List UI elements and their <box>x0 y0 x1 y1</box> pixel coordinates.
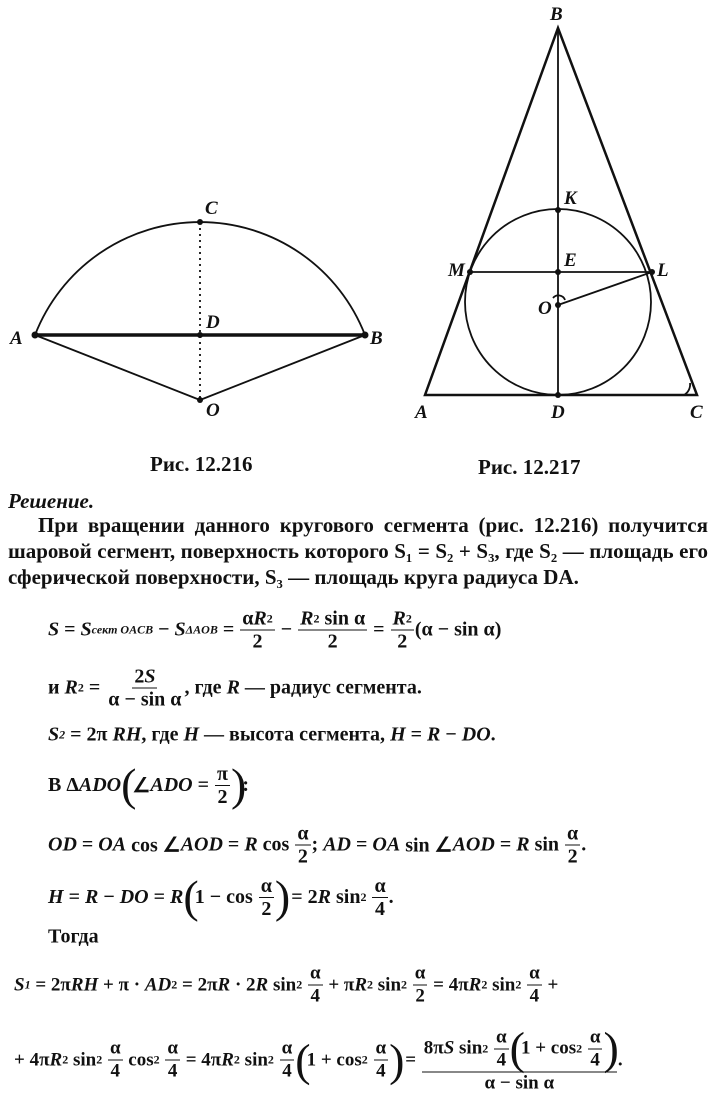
math-text: − <box>440 723 462 746</box>
math-text: + π <box>323 974 355 995</box>
math-text: = <box>192 773 215 796</box>
math-text: α <box>567 822 579 845</box>
math-variable: R <box>300 607 314 630</box>
math-text: α <box>589 1026 601 1047</box>
math-text: cos <box>257 833 295 856</box>
formula-line <box>48 823 586 868</box>
math-superscript: 2 <box>313 611 320 626</box>
math-text: = <box>76 833 99 856</box>
math-text: (α − sin α) <box>414 618 502 641</box>
right-paren: ) <box>231 759 243 810</box>
math-fraction <box>391 608 414 653</box>
math-text: Тогда <box>48 925 99 948</box>
math-superscript: 2 <box>367 977 374 992</box>
math-variable: AD <box>144 974 172 995</box>
math-variable: S <box>14 974 25 995</box>
math-variable: R <box>255 974 269 995</box>
math-variable: S <box>443 1037 455 1059</box>
math-text: 1 + cos <box>306 1049 362 1070</box>
fraction-numerator <box>494 1026 509 1049</box>
caption-fig-12-217: Рис. 12.217 <box>478 455 581 479</box>
fraction-denominator <box>566 846 580 868</box>
math-text: α − sin α <box>484 1072 555 1094</box>
math-superscript: 2 <box>360 889 367 904</box>
math-text: = <box>217 618 240 641</box>
math-fraction <box>165 1038 180 1083</box>
math-fraction <box>565 823 580 868</box>
fraction-numerator <box>413 963 428 986</box>
fraction-denominator <box>309 986 323 1008</box>
math-fraction <box>295 823 310 868</box>
math-fraction <box>240 608 275 653</box>
label-B2: B <box>550 4 563 25</box>
fraction-denominator <box>106 689 183 711</box>
math-variable: R <box>64 676 78 699</box>
math-text: — высота сегмента, <box>199 723 391 746</box>
math-text: = 2 <box>286 885 318 908</box>
label-L: L <box>657 260 669 281</box>
math-variable: DO <box>119 885 149 908</box>
fraction-numerator <box>132 666 157 689</box>
math-text: + π · <box>98 974 145 995</box>
label-K: K <box>564 188 577 209</box>
math-text: α <box>109 1037 121 1059</box>
math-text: π <box>217 762 228 785</box>
math-text: 2 <box>567 845 578 868</box>
math-variable: DO <box>461 723 491 746</box>
figures <box>0 0 716 480</box>
fraction-denominator <box>495 1049 509 1071</box>
math-variable: OA <box>372 833 401 856</box>
math-text: , где <box>184 676 227 699</box>
math-fraction <box>372 875 387 920</box>
math-text: = <box>405 723 428 746</box>
math-variable: R <box>427 723 441 746</box>
left-paren: ( <box>121 759 133 810</box>
math-text: sin <box>68 1049 97 1070</box>
fraction-numerator <box>565 823 580 846</box>
math-variable: S <box>174 618 186 641</box>
fraction-denominator <box>280 1061 294 1083</box>
math-fraction <box>413 963 428 1008</box>
math-text: α − sin α <box>108 688 182 711</box>
label-D2: D <box>551 402 565 423</box>
math-text: sin ∠ <box>400 834 453 857</box>
fraction-numerator <box>108 1038 123 1061</box>
math-variable: R <box>170 885 184 908</box>
math-fraction <box>527 963 542 1008</box>
fraction-numerator <box>298 608 367 631</box>
math-text: + <box>542 974 559 995</box>
math-text: 4 <box>376 1060 386 1082</box>
math-text: α <box>297 822 309 845</box>
math-variable: R <box>392 607 406 630</box>
fraction-denominator <box>326 631 340 653</box>
math-fraction <box>588 1026 603 1071</box>
math-text: 2 <box>297 845 308 868</box>
math-text: 2 <box>217 785 228 808</box>
formula-line <box>48 724 496 747</box>
math-text: · 2 <box>230 974 256 995</box>
math-text: 4 <box>167 1060 178 1082</box>
math-text: = 4π <box>180 1049 222 1070</box>
angle-mark-C <box>684 383 690 395</box>
math-variable: RH <box>112 723 142 746</box>
fraction-denominator <box>296 846 310 868</box>
math-subscript: ΔAOB <box>185 622 218 637</box>
math-text: = 2π <box>65 723 113 746</box>
fraction-numerator <box>374 1038 389 1061</box>
fraction-numerator <box>280 1038 295 1061</box>
math-fraction <box>422 1022 617 1095</box>
formula-line <box>48 608 501 653</box>
math-text: = <box>400 1049 421 1070</box>
fraction-denominator <box>528 986 542 1008</box>
math-text: sin <box>331 885 361 908</box>
math-variable: R <box>221 1049 234 1070</box>
label-C: C <box>205 198 218 219</box>
math-variable: AOD <box>452 833 495 856</box>
math-text: В Δ <box>48 773 79 796</box>
math-variable: H <box>390 723 406 746</box>
label-O2: O <box>538 298 552 319</box>
math-text: sin <box>529 833 565 856</box>
solution-paragraph: При вращении данного кругового сегмента (рис. 12.216) получится шаровой сегмент, поверхность которого S₁ = S₂ + S₃, где S₂ — площадь его сферической поверхности, S₃ — площадь круга радиуса DA. <box>8 513 708 589</box>
math-text: 4 <box>375 897 386 920</box>
math-fraction <box>259 875 274 920</box>
math-superscript: 2 <box>482 1041 489 1056</box>
math-fraction <box>215 763 230 808</box>
math-text: α <box>281 1037 293 1059</box>
math-superscript: 2 <box>401 977 408 992</box>
left-paren: ( <box>183 871 195 922</box>
formula-line <box>14 1022 623 1095</box>
fraction-numerator <box>391 608 414 631</box>
math-text: − <box>98 885 120 908</box>
math-text: 4 <box>110 1060 120 1082</box>
formula-line <box>14 963 558 1008</box>
math-text: 2 <box>415 985 425 1007</box>
triangle-ABC <box>425 28 697 395</box>
math-text: cos <box>123 1049 154 1070</box>
math-text: 1 − cos <box>194 885 258 908</box>
math-superscript: 2 <box>267 1052 274 1067</box>
math-text: = 2π <box>177 974 218 995</box>
label-A2: A <box>415 402 428 423</box>
fraction-denominator <box>166 1061 180 1083</box>
math-text: = 4π <box>428 974 469 995</box>
math-variable: OA <box>98 833 127 856</box>
math-text: α <box>309 962 321 984</box>
math-variable: ADO <box>78 773 122 796</box>
fraction-denominator <box>373 898 387 920</box>
math-text: . <box>388 885 394 908</box>
math-fraction <box>374 1038 389 1083</box>
math-text: , где <box>141 723 184 746</box>
math-superscript: 2 <box>96 1052 103 1067</box>
math-superscript: 2 <box>171 977 178 992</box>
label-M: M <box>448 260 465 281</box>
math-text: = <box>59 618 81 641</box>
fraction-numerator <box>295 823 310 846</box>
fraction-denominator <box>250 631 264 653</box>
math-variable: H <box>48 885 64 908</box>
math-text: α <box>167 1037 178 1059</box>
math-variable: R <box>253 607 267 630</box>
left-paren: ( <box>295 1034 307 1085</box>
math-text: sin <box>487 974 516 995</box>
label-E: E <box>564 250 577 271</box>
math-text: 2 <box>134 665 145 688</box>
angle-mark-O <box>553 295 565 300</box>
math-fraction <box>106 666 183 711</box>
fraction-numerator <box>372 875 387 898</box>
math-text: cos ∠ <box>126 834 181 857</box>
math-variable: RH <box>70 974 99 995</box>
fraction-denominator <box>588 1049 602 1071</box>
fraction-numerator <box>259 875 274 898</box>
fraction-denominator <box>216 786 230 808</box>
math-text: 8π <box>423 1037 444 1059</box>
math-text: = <box>222 833 245 856</box>
math-variable: S <box>144 665 156 688</box>
math-text: 4 <box>282 1060 292 1082</box>
math-variable: R <box>317 885 331 908</box>
math-text: : <box>242 773 249 796</box>
math-text: 4 <box>529 985 540 1007</box>
formula-line <box>48 666 422 711</box>
math-fraction <box>308 963 323 1008</box>
math-text: + 4π <box>14 1049 50 1070</box>
math-text <box>582 1038 587 1060</box>
label-A: A <box>10 328 23 349</box>
math-subscript: 2 <box>59 727 66 742</box>
fraction-numerator <box>308 963 323 986</box>
left-paren: ( <box>509 1022 521 1074</box>
fraction-numerator <box>588 1026 603 1049</box>
right-paren: ) <box>389 1034 401 1085</box>
math-text: α <box>529 962 540 984</box>
math-superscript: 2 <box>515 977 522 992</box>
math-text <box>366 886 371 909</box>
fraction-denominator <box>374 1061 388 1083</box>
fraction-numerator <box>240 608 275 631</box>
fraction-denominator <box>483 1073 557 1095</box>
math-variable: AOD <box>180 833 223 856</box>
label-D: D <box>206 312 220 333</box>
math-superscript: 2 <box>481 977 488 992</box>
math-text <box>160 1049 165 1071</box>
math-superscript: 2 <box>576 1041 583 1056</box>
math-variable: S <box>48 618 60 641</box>
math-text <box>302 974 307 996</box>
math-subscript: сект OACB <box>91 622 154 637</box>
math-parentheses <box>183 871 287 922</box>
math-text: α <box>414 962 426 984</box>
math-text: 2 <box>252 630 263 653</box>
math-text: − <box>275 618 298 641</box>
math-variable: S <box>80 618 92 641</box>
math-text: 1 + cos <box>520 1037 577 1059</box>
math-variable: S <box>48 723 60 746</box>
math-superscript: 2 <box>62 1052 69 1067</box>
label-C2: C <box>690 402 703 423</box>
caption-fig-12-216: Рис. 12.216 <box>150 452 253 476</box>
math-text <box>521 974 526 996</box>
fraction-denominator <box>395 631 409 653</box>
math-text: . <box>581 833 587 856</box>
right-paren: ) <box>274 871 287 922</box>
math-text: ; <box>311 833 324 856</box>
math-text: α <box>260 874 272 897</box>
fraction-numerator <box>215 763 230 786</box>
fraction-numerator <box>527 963 542 986</box>
solution-heading: Решение. <box>8 489 95 513</box>
math-text: α <box>242 607 254 630</box>
math-variable: R <box>49 1049 63 1070</box>
math-text: sin <box>239 1049 268 1070</box>
math-text: 2 <box>327 630 338 653</box>
math-superscript: 2 <box>77 680 84 695</box>
math-parentheses <box>295 1034 401 1085</box>
fraction-denominator <box>413 986 427 1008</box>
segment-AO <box>35 335 200 400</box>
math-text: ∠ <box>132 774 151 797</box>
math-text: α <box>375 1037 387 1059</box>
math-variable: R <box>516 833 530 856</box>
math-text: 2 <box>397 630 408 653</box>
math-text <box>368 1049 373 1071</box>
label-O: O <box>206 400 220 421</box>
math-superscript: 2 <box>266 611 273 626</box>
math-text <box>102 1049 107 1071</box>
math-text: sin <box>268 974 297 995</box>
math-text: α <box>374 874 386 897</box>
math-fraction <box>280 1038 295 1083</box>
math-text: − <box>153 618 175 641</box>
math-text: 4 <box>590 1049 600 1070</box>
math-variable: R <box>468 974 482 995</box>
math-variable: R <box>226 676 240 699</box>
radius-OL <box>558 272 652 305</box>
math-text: sin <box>373 974 402 995</box>
math-text: sin <box>454 1037 483 1059</box>
formula-line <box>48 871 394 922</box>
fraction-denominator <box>108 1061 122 1083</box>
math-variable: OD <box>48 833 77 856</box>
label-B: B <box>370 328 383 349</box>
math-text: 4 <box>310 985 321 1007</box>
math-text: 4 <box>496 1049 507 1070</box>
segment-BO <box>200 335 365 400</box>
math-text: — радиус сегмента. <box>239 676 422 699</box>
figure-12-217 <box>425 28 697 398</box>
math-text: α <box>496 1026 507 1047</box>
math-variable: AD <box>323 833 351 856</box>
fraction-numerator <box>165 1038 180 1061</box>
math-text: = <box>63 885 85 908</box>
math-text: sin α <box>319 607 366 630</box>
math-variable: R <box>354 974 368 995</box>
math-superscript: 2 <box>296 977 303 992</box>
fraction-denominator <box>259 898 273 920</box>
math-text: и <box>48 676 65 699</box>
math-text <box>274 1049 279 1071</box>
math-parentheses <box>509 1022 615 1074</box>
math-variable: R <box>217 974 231 995</box>
formula-line <box>48 759 249 810</box>
math-fraction <box>108 1038 123 1083</box>
math-text: . <box>490 723 496 746</box>
math-text: 2 <box>261 897 272 920</box>
math-parentheses <box>121 759 243 810</box>
math-superscript: 2 <box>233 1052 240 1067</box>
math-superscript: 2 <box>153 1052 160 1067</box>
math-variable: R <box>84 885 99 908</box>
math-superscript: 2 <box>405 611 412 626</box>
math-variable: R <box>244 833 258 856</box>
math-fraction <box>298 608 367 653</box>
figure-12-216 <box>32 219 369 403</box>
math-text: = 2π <box>30 974 71 995</box>
fraction-numerator <box>422 1022 617 1074</box>
math-variable: ADO <box>150 773 193 796</box>
math-text: = <box>148 885 171 908</box>
math-text: . <box>617 1049 623 1070</box>
math-text: = <box>368 618 390 641</box>
formula-line <box>48 926 99 949</box>
math-superscript: 2 <box>361 1052 368 1067</box>
math-text <box>407 974 412 996</box>
math-subscript: 1 <box>24 977 31 992</box>
math-text: = <box>494 833 517 856</box>
math-text: = <box>83 676 106 699</box>
math-text <box>488 1038 493 1060</box>
math-text: = <box>350 833 373 856</box>
math-variable: H <box>183 723 200 746</box>
right-paren: ) <box>603 1022 615 1074</box>
math-fraction <box>494 1026 509 1071</box>
